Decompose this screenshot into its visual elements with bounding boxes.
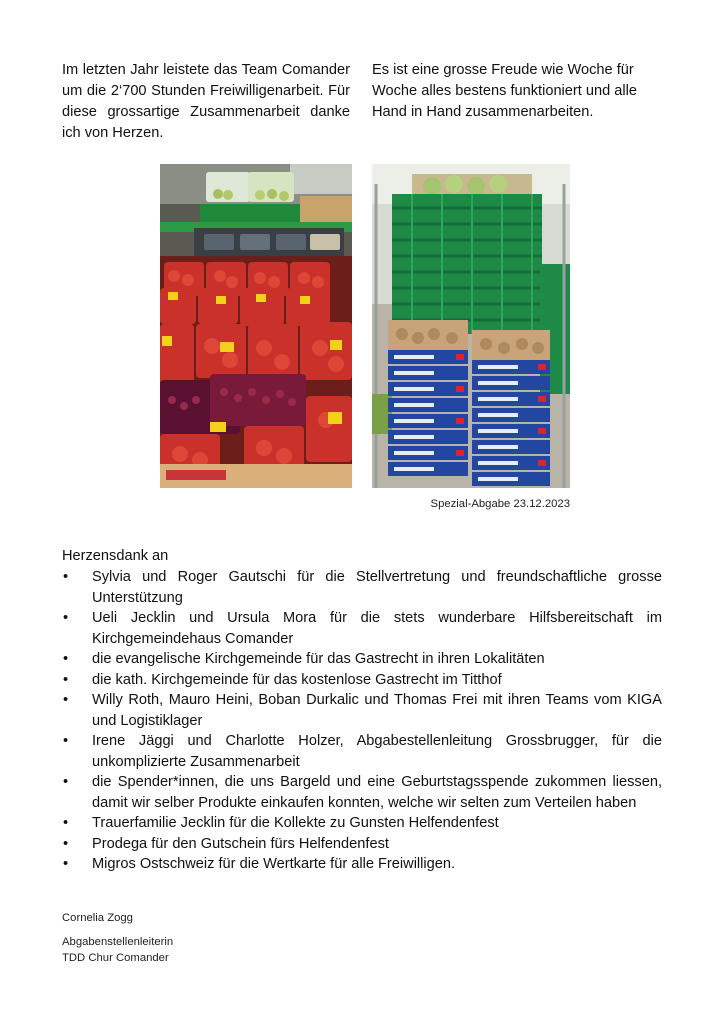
bullet-icon: • <box>63 610 69 626</box>
list-item <box>62 649 662 670</box>
list-item-text: die evangelische Kirchgemeinde für das Gastrecht in ihren Lokalitäten <box>92 651 545 667</box>
list-item-text: Sylvia und Roger Gautschi für die Stellvertretung und freundschaftliche grosse Unterstützung <box>92 569 662 606</box>
thanks-heading: Herzensdank an <box>62 548 169 564</box>
photo-caption: Spezial-Abgabe 23.12.2023 <box>430 498 570 510</box>
list-item <box>62 854 662 875</box>
list-item-text: die Spender*innen, die uns Bargeld und eine Geburtstagsspende zukommen liessen, damit wir selber Produkte einkaufen konnten, welche wir selten zum Verteilen haben <box>92 774 662 811</box>
list-item <box>62 772 662 813</box>
list-item-text: Prodega für den Gutschein fürs Helfendenfest <box>92 835 389 852</box>
list-item <box>62 670 662 691</box>
signature-organization: TDD Chur Comander <box>62 952 169 964</box>
signature-role: Abgabenstellenleiterin <box>62 936 174 948</box>
bullet-icon: • <box>63 692 69 708</box>
list-item-text: Ueli Jecklin und Ursula Mora für die stets wunderbare Hilfsbereitschaft im Kirchgemeindehaus Comander <box>92 610 662 647</box>
bullet-icon: • <box>63 774 69 790</box>
list-item-text: Willy Roth, Mauro Heini, Boban Durkalic und Thomas Frei mit ihren Teams vom KIGA und Logistiklager <box>92 692 662 729</box>
list-item-text: Trauerfamilie Jecklin für die Kollekte zu Gunsten Helfendenfest <box>92 815 499 831</box>
intro-left-text: Im letzten Jahr leistete das Team Comander um die 2‘700 Stunden Freiwilligenarbeit. Für diese grossartige Zusammenarbeit danke ich von Herzen. <box>62 62 350 141</box>
list-item <box>62 834 662 855</box>
list-item-text: die kath. Kirchgemeinde für das kostenlose Gastrecht im Titthof <box>92 671 502 688</box>
bullet-icon: • <box>63 671 69 688</box>
list-item <box>62 608 662 649</box>
photo-crates <box>372 164 570 488</box>
bullet-icon: • <box>63 856 69 872</box>
bullet-icon: • <box>63 815 69 831</box>
list-item-text: Irene Jäggi und Charlotte Holzer, Abgabestellenleitung Grossbrugger, für die unkomplizierte Zusammenarbeit <box>92 733 662 770</box>
bullet-icon: • <box>63 569 69 585</box>
list-item-text: Migros Ostschweiz für die Wertkarte für alle Freiwilligen. <box>92 856 456 872</box>
list-item <box>62 731 662 772</box>
photo-strawberries <box>160 164 352 488</box>
intro-left-column <box>62 60 350 144</box>
signature-name: Cornelia Zogg <box>62 912 133 924</box>
bullet-icon: • <box>63 733 69 749</box>
intro-right-column <box>372 60 662 123</box>
bullet-icon: • <box>63 651 69 667</box>
list-item <box>62 567 662 608</box>
bullet-icon: • <box>63 835 69 852</box>
list-item <box>62 813 662 834</box>
list-item <box>62 690 662 731</box>
thanks-list <box>62 567 662 875</box>
intro-right-text: Es ist eine grosse Freude wie Woche für Woche alles bestens funktioniert und alle Hand in Hand zusammenarbeiten. <box>372 62 638 120</box>
